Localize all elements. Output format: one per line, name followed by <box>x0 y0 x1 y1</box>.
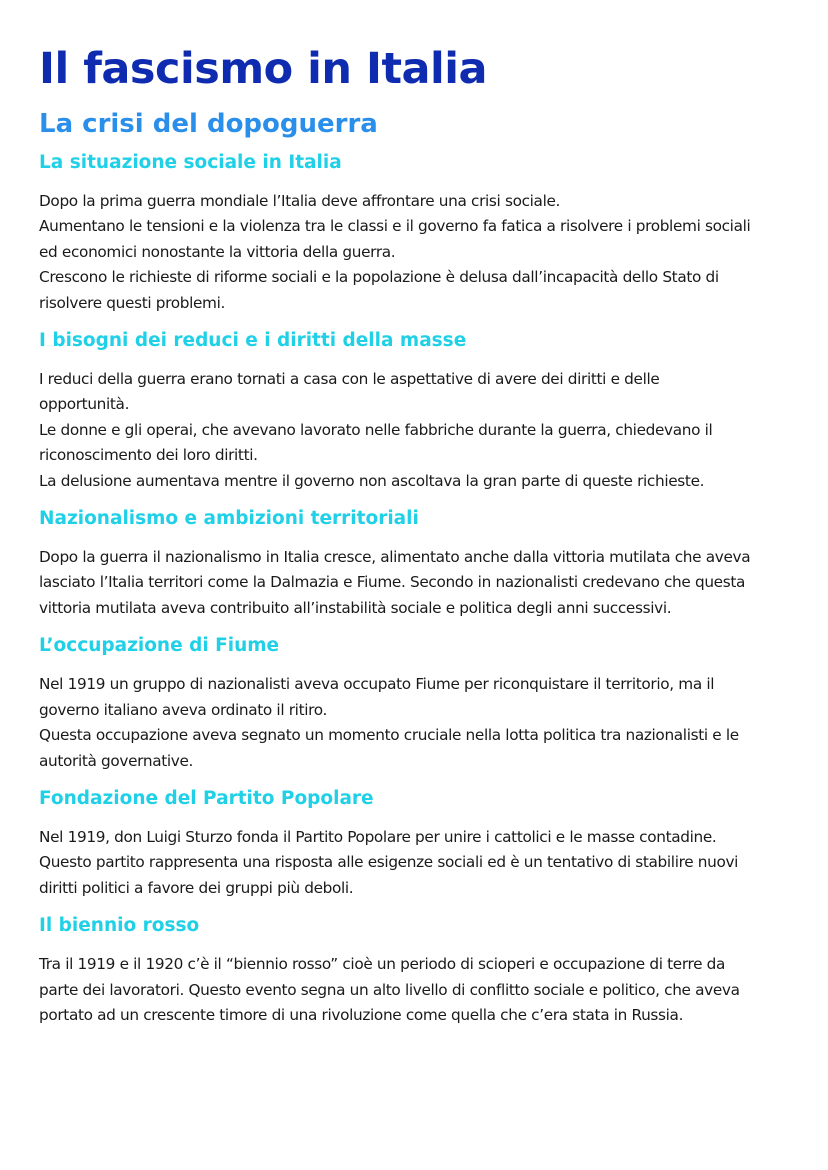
paragraph-line: Nel 1919, don Luigi Sturzo fonda il Partito Popolare per unire i cattolici e le masse contadine. <box>39 827 717 846</box>
section <box>39 505 792 621</box>
section-heading: I bisogni dei reduci e i diritti della masse <box>39 330 467 352</box>
chapter-heading: La crisi del dopoguerra <box>39 109 378 139</box>
paragraph-line: Questa occupazione aveva segnato un momento cruciale nella lotta politica tra nazionalisti e le <box>39 726 739 745</box>
paragraph-line: opportunità. <box>39 395 130 414</box>
paragraph-line: ed economici nonostante la vittoria della guerra. <box>39 242 396 261</box>
section <box>39 327 792 494</box>
section-heading: Nazionalismo e ambizioni territoriali <box>39 508 419 530</box>
paragraph-line: Dopo la guerra il nazionalismo in Italia cresce, alimentato anche dalla vittoria mutilata che aveva <box>39 548 751 567</box>
paragraph-line: lasciato l’Italia territori come la Dalmazia e Fiume. Secondo in nazionalisti credevano che questa <box>39 573 746 592</box>
section-heading: L’occupazione di Fiume <box>39 635 280 657</box>
sections-container <box>39 149 792 1028</box>
paragraph-line: Tra il 1919 e il 1920 c’è il “biennio rosso” cioè un periodo di scioperi e occupazione di terre da <box>39 955 726 974</box>
section-paragraph <box>39 825 792 901</box>
section-heading: Il biennio rosso <box>39 915 200 937</box>
paragraph-line: governo italiano aveva ordinato il ritiro. <box>39 700 327 719</box>
section-heading: La situazione sociale in Italia <box>39 152 342 173</box>
paragraph-line: autorità governative. <box>39 751 194 770</box>
paragraph-line: vittoria mutilata aveva contribuito all’instabilità sociale e politica degli anni successivi. <box>39 598 672 617</box>
section-paragraph <box>39 367 792 494</box>
section <box>39 149 792 316</box>
paragraph-line: I reduci della guerra erano tornati a casa con le aspettative di avere dei diritti e delle <box>39 370 660 389</box>
section <box>39 632 792 774</box>
section <box>39 785 792 901</box>
page-title: Il fascismo in Italia <box>39 44 488 94</box>
paragraph-line: riconoscimento dei loro diritti. <box>39 446 258 465</box>
paragraph-line: diritti politici a favore dei gruppi più deboli. <box>39 878 354 897</box>
paragraph-line: Aumentano le tensioni e la violenza tra le classi e il governo fa fatica a risolvere i problemi sociali <box>39 217 751 236</box>
paragraph-line: Nel 1919 un gruppo di nazionalisti aveva occupato Fiume per riconquistare il territorio, ma il <box>39 675 715 694</box>
paragraph-line: Dopo la prima guerra mondiale l’Italia deve affrontare una crisi sociale. <box>39 192 561 210</box>
section-paragraph <box>39 545 792 621</box>
paragraph-line: parte dei lavoratori. Questo evento segna un alto livello di conflitto sociale e politico, che aveva <box>39 980 740 999</box>
paragraph-line: Questo partito rappresenta una risposta alle esigenze sociali ed è un tentativo di stabilire nuovi <box>39 853 739 872</box>
section <box>39 912 792 1028</box>
paragraph-line: portato ad un crescente timore di una rivoluzione come quella che c’era stata in Russia. <box>39 1005 684 1024</box>
section-paragraph <box>39 189 792 316</box>
paragraph-line: risolvere questi problemi. <box>39 293 226 312</box>
section-paragraph <box>39 952 792 1028</box>
section-heading: Fondazione del Partito Popolare <box>39 787 374 809</box>
paragraph-line: La delusione aumentava mentre il governo non ascoltava la gran parte di queste richieste. <box>39 471 705 490</box>
paragraph-line: Le donne e gli operai, che avevano lavorato nelle fabbriche durante la guerra, chiedevano il <box>39 420 713 439</box>
paragraph-line: Crescono le richieste di riforme sociali e la popolazione è delusa dall’incapacità dello Stato di <box>39 268 719 287</box>
section-paragraph <box>39 672 792 774</box>
